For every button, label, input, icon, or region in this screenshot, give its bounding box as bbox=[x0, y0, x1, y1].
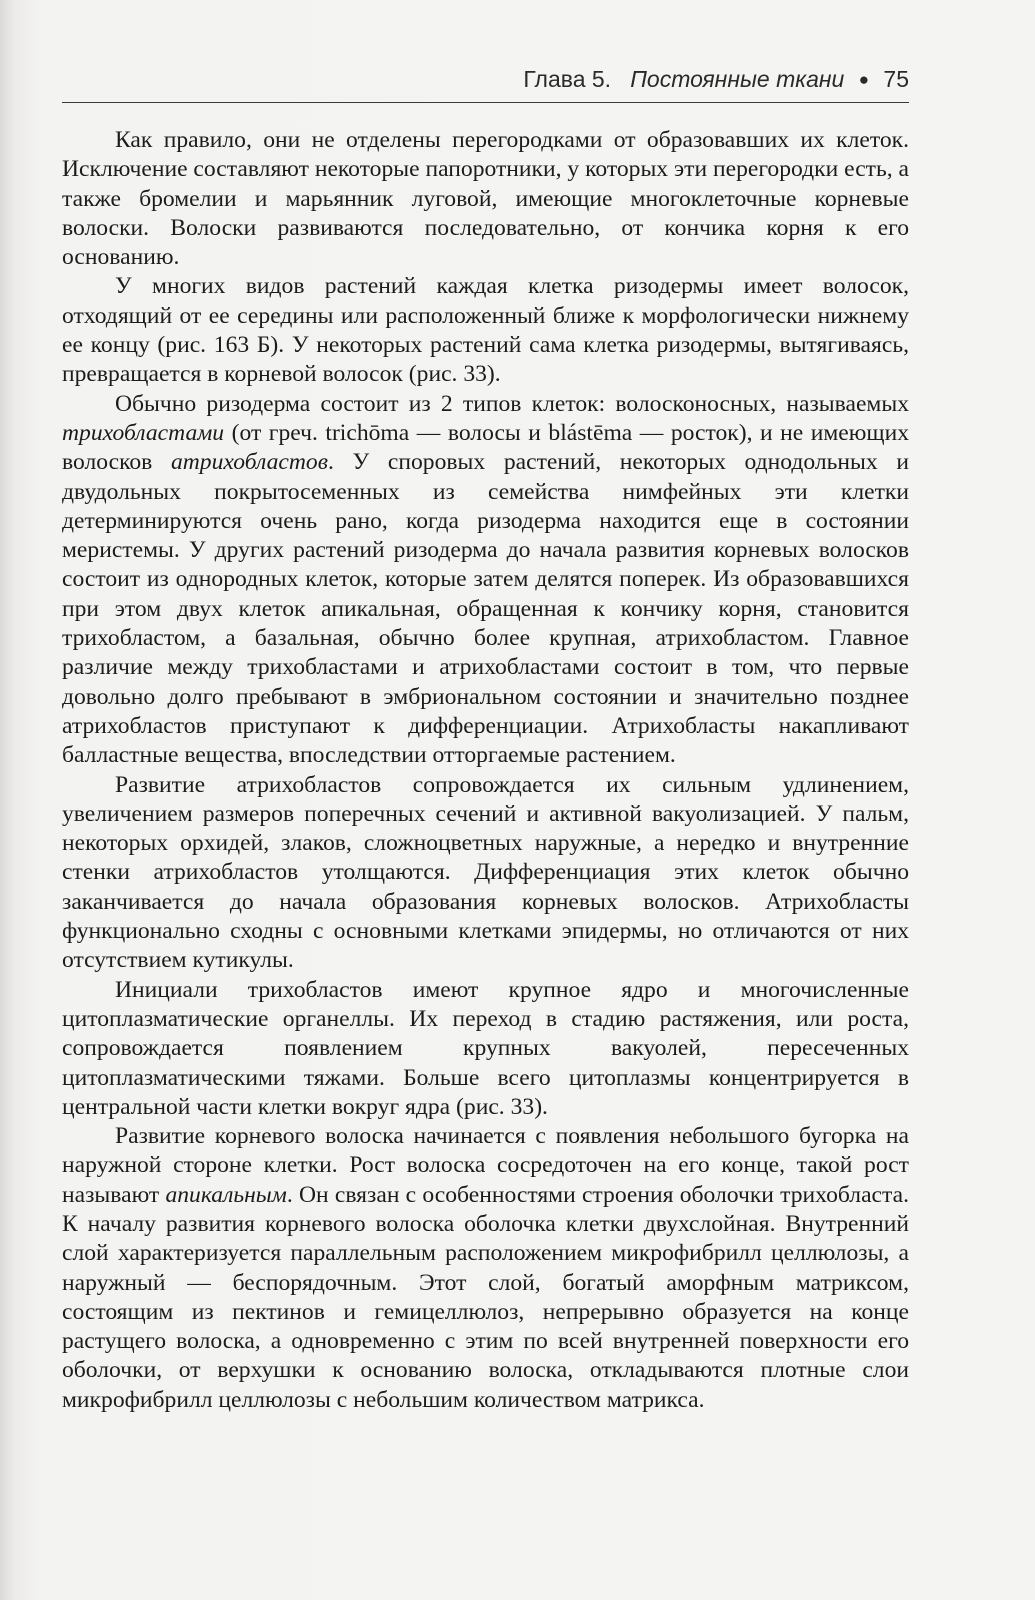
term-atrichoblasts: атрихобластов bbox=[170, 449, 328, 476]
paragraph bbox=[62, 771, 909, 976]
body-text bbox=[62, 126, 909, 1415]
paragraph-text: Как правило, они не отделены перегородками от образовавших их клеток. Исключение составляют некоторые папоротники, у которых эти перегородки есть, а также бромелии и марьянник луговой, имеющие многоклеточные корневые волоски. Волоски развиваются последовательно, от кончика корня к его основанию. bbox=[62, 127, 910, 271]
bullet-separator: ● bbox=[858, 70, 870, 89]
paragraph-text: Развитие атрихобластов сопровождается их сильным удлинением, увеличением размеров поперечных сечений и активной вакуолизацией. У пальм, некоторых орхидей, злаков, сложноцветных наружные, а нередко и внутренние стенки атрихобластов утолщаются. Дифференциация этих клеток обычно заканчивается до начала образования корневых волосков. Атрихобласты функционально сходны с основными клетками эпидермы, но отличаются от них отсутствием кутикулы. bbox=[62, 771, 909, 974]
paragraph-text: Развитие корневого волоска начинается с появления небольшого бугорка на наружной стороне клетки. Рост волоска сосредоточен на его конце, такой рост называют bbox=[62, 1123, 909, 1208]
term-trichoblasts: трихобластами bbox=[62, 419, 225, 446]
chapter-label: Глава 5. bbox=[523, 66, 612, 92]
paragraph bbox=[62, 390, 909, 771]
paragraph bbox=[62, 272, 909, 389]
paragraph bbox=[62, 1122, 909, 1415]
paragraph bbox=[62, 976, 909, 1122]
paragraph-text: Обычно ризодерма состоит из 2 типов клеток: волосконосных, называемых bbox=[115, 390, 909, 417]
paragraph-text: . Он связан с особенностями строения оболочки трихобласта. К началу развития корневого волоска оболочка клетки двухслойная. Внутренний слой характеризуется параллельным расположением микрофибрилл целлюлозы, а наружный — беспорядочным. Этот слой, богатый аморфным матриксом, состоящим из пектинов и гемицеллюлоз, непрерывно образуется на конце растущего волоска, а одновременно с этим по всей внутренней поверхности его оболочки, от верхушки к основанию волоска, откладываются плотные слои микрофибрилл целлюлозы с небольшим количеством матрикса. bbox=[62, 1181, 909, 1413]
paragraph-text: У многих видов растений каждая клетка ризодермы имеет волосок, отходящий от ее середины или расположенный ближе к морфологически нижнему ее концу (рис. 163 Б). У некоторых растений сама клетка ризодермы, вытягиваясь, превращается в корневой волосок (рис. 33). bbox=[62, 273, 909, 388]
paragraph-text: Инициали трихобластов имеют крупное ядро и многочисленные цитоплазматические органеллы. Их переход в стадию растяжения, или роста, сопровождается появлением крупных вакуолей, пересеченных цитоплазматическими тяжами. Больше всего цитоплазмы концентрируется в центральной части клетки вокруг ядра (рис. 33). bbox=[62, 976, 909, 1120]
paragraph-text: . У споровых растений, некоторых однодольных и двудольных покрытосеменных из семейства нимфейных эти клетки детерминируются очень рано, когда ризодерма находится еще в состоянии меристемы. У других растений ризодерма до начала развития корневых волосков состоит из однородных клеток, которые затем делятся поперек. Из образовавшихся при этом двух клеток апикальная, обращенная к кончику корня, становится трихобластом, а базальная, обычно более крупная, атрихобластом. Главное различие между трихобластами и атрихобластами состоит в том, что первые довольно долго пребывают в эмбриональном состоянии и значительно позднее атрихобластов приступают к дифференциации. Атрихобласты накапливают балластные вещества, впоследствии отторгаемые растением. bbox=[62, 449, 909, 769]
paragraph bbox=[62, 126, 909, 272]
paragraph-text: (от греч. trichōma — волосы и blástēma — росток), и не имеющих волосков bbox=[62, 419, 909, 476]
page-number: 75 bbox=[883, 66, 909, 92]
chapter-title: Постоянные ткани bbox=[630, 66, 845, 92]
running-head bbox=[62, 66, 909, 103]
term-apical: апикальным bbox=[165, 1181, 287, 1208]
